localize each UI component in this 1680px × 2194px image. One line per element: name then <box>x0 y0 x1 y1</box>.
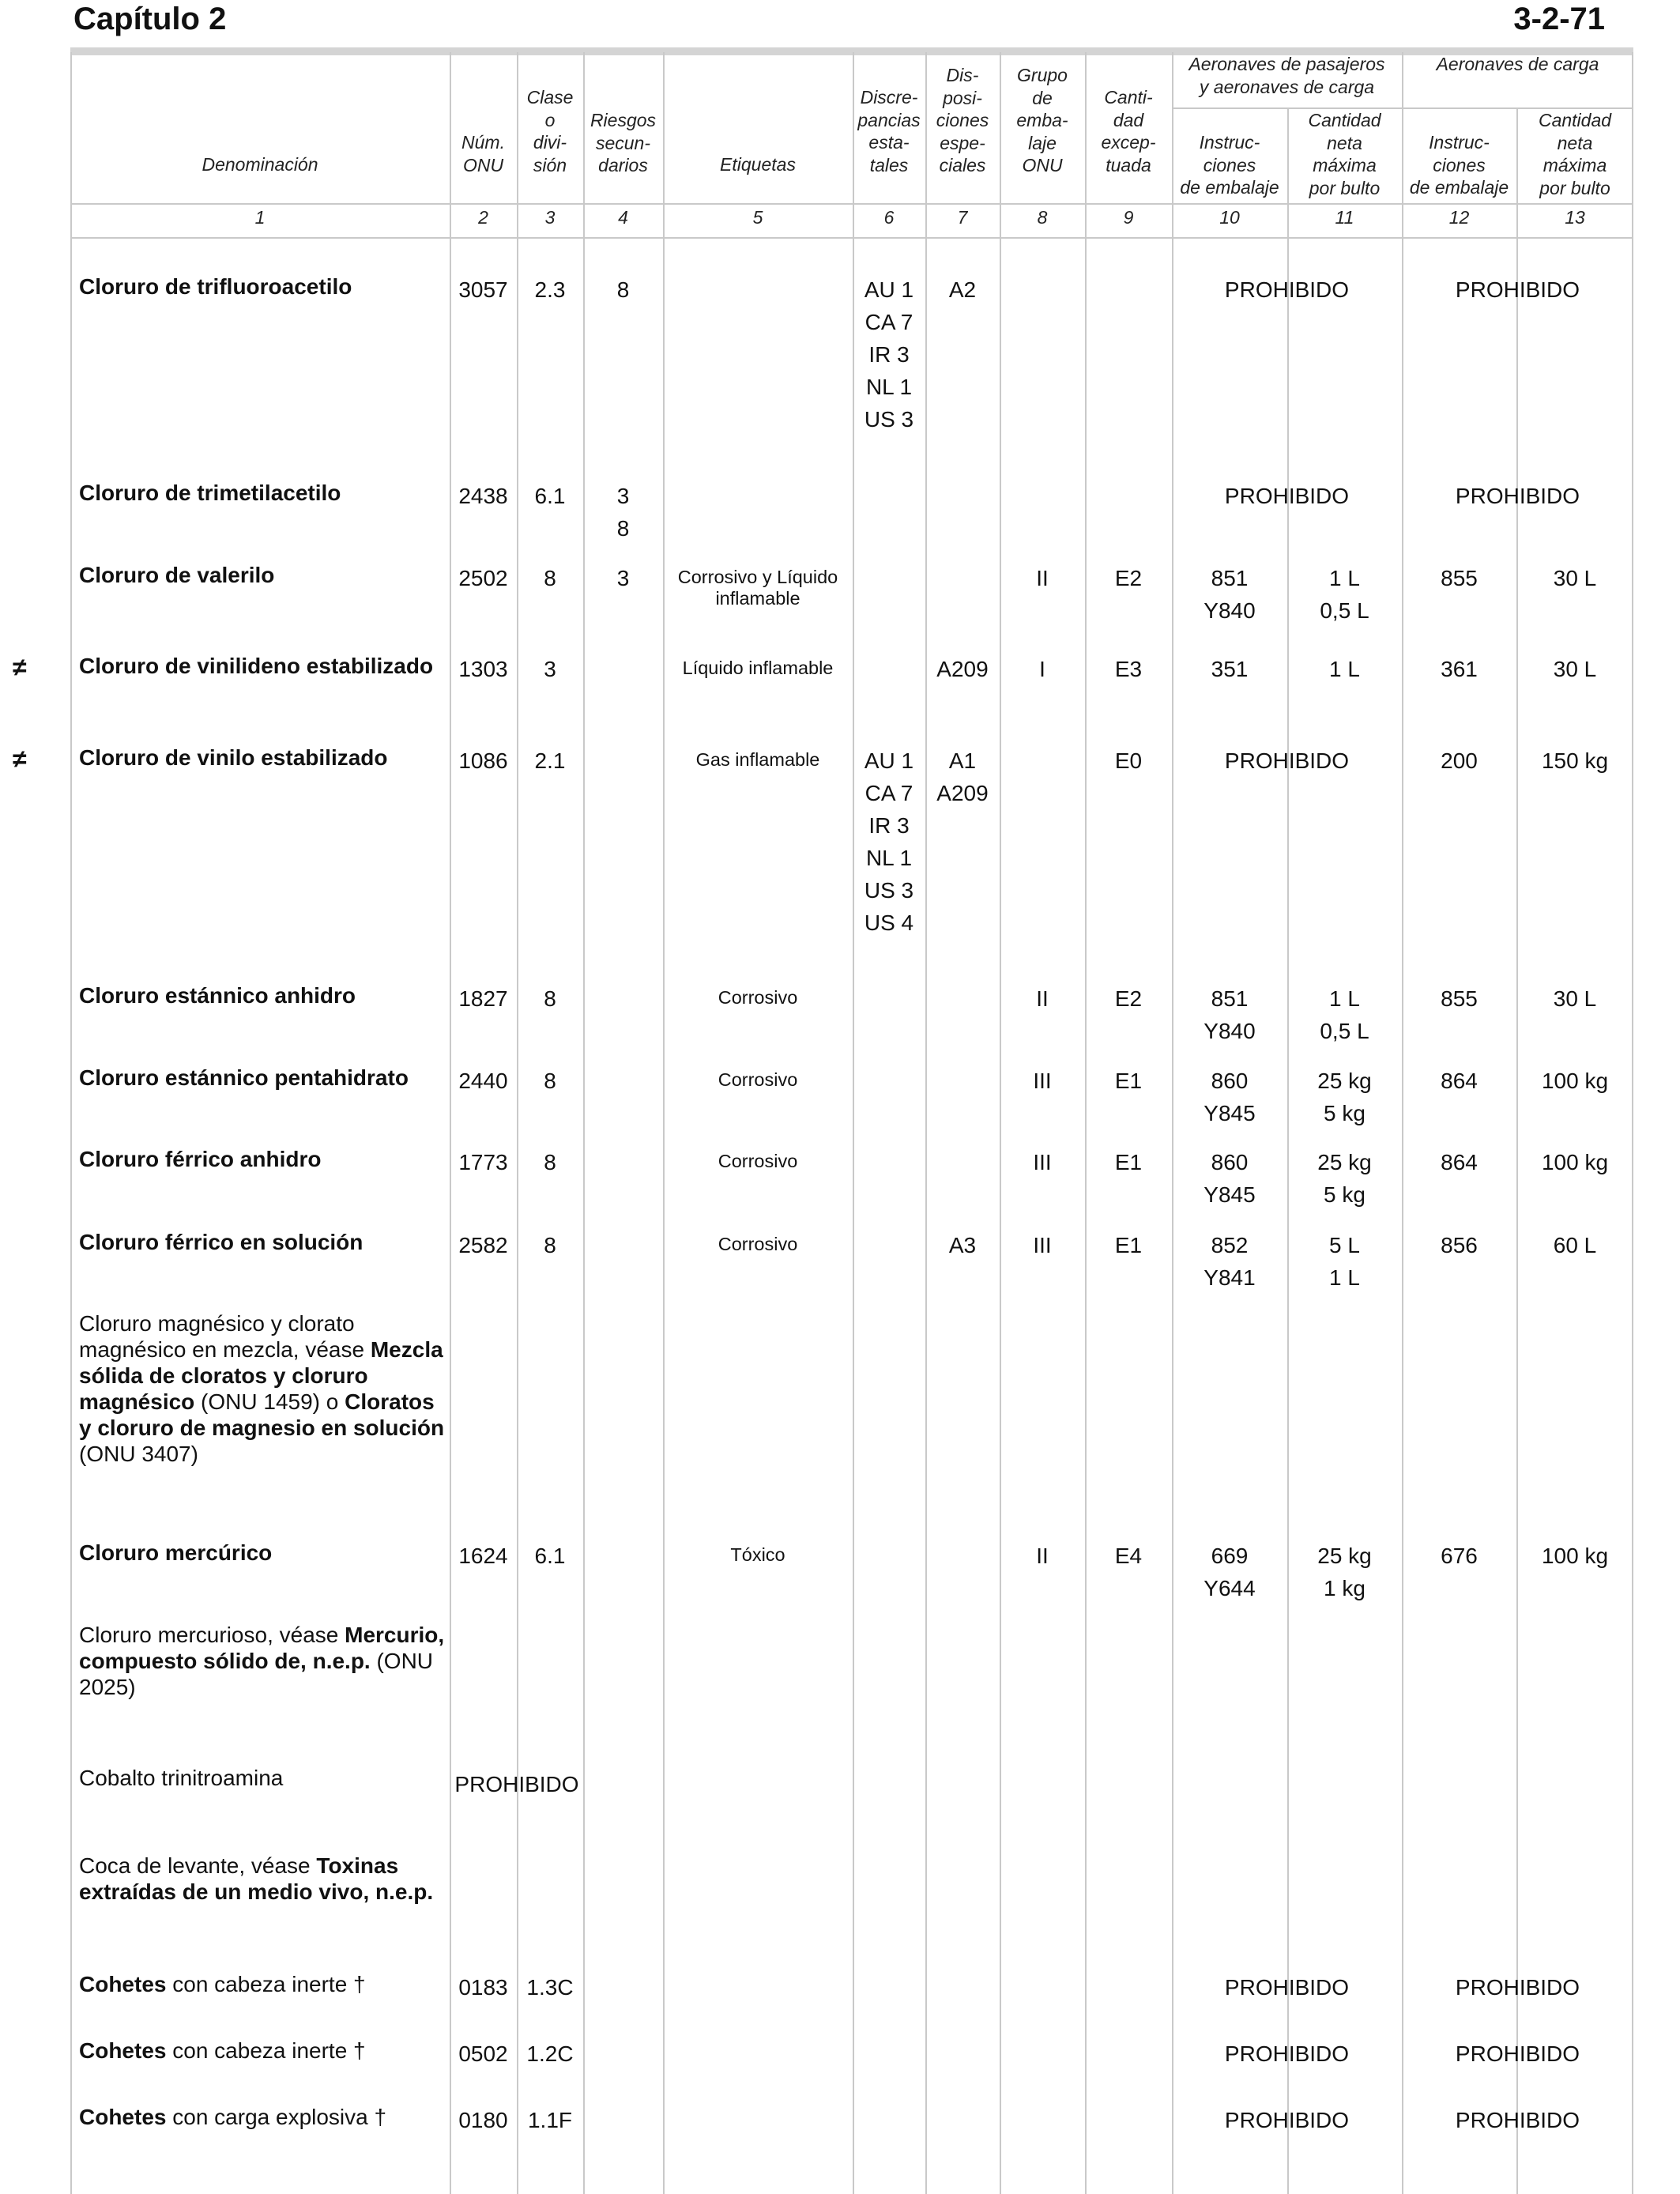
max-quantity: 25 kg 5 kg <box>1317 1150 1372 1207</box>
col-line <box>583 52 585 2194</box>
hazard-class: 8 <box>544 1233 556 1257</box>
excepted-quantity: E0 <box>1114 748 1143 773</box>
excepted-quantity: E2 <box>1114 566 1143 590</box>
col-line <box>663 52 665 2194</box>
un-number: 1827 <box>458 986 508 1011</box>
excepted-quantity: E1 <box>1114 1150 1143 1174</box>
column-number: 7 <box>957 207 968 228</box>
un-number: 1624 <box>458 1544 508 1568</box>
column-number: 9 <box>1123 207 1134 228</box>
packing-instruction: 860 Y845 <box>1203 1069 1256 1125</box>
cargo-prohibido: PROHIBIDO <box>1455 2108 1580 2132</box>
excepted-quantity: E4 <box>1114 1544 1143 1568</box>
cross-reference: Cloruro mercurioso, véase Mercurio, compuesto sólido de, n.e.p. (ONU 2025) <box>79 1623 445 1699</box>
header-instrucciones-pax: Instruc- ciones de embalaje <box>1180 132 1279 198</box>
col-line <box>517 52 518 2194</box>
substance-name: Cloruro de vinilideno estabilizado <box>79 654 434 678</box>
pax-prohibido: PROHIBIDO <box>1224 748 1350 773</box>
change-mark: ≠ <box>13 745 27 773</box>
cargo-packing-instruction: 864 <box>1441 1150 1478 1174</box>
labels: Gas inflamable <box>695 749 820 770</box>
header-clase: Clase o divi- sión <box>526 87 574 175</box>
labels: Corrosivo <box>718 987 798 1008</box>
cargo-max-quantity: 150 kg <box>1541 748 1609 773</box>
un-number: 2582 <box>458 1233 508 1257</box>
substance-name: Cohetes con carga explosiva † <box>79 2105 387 2129</box>
special-provisions: A1 A209 <box>936 748 989 805</box>
column-number: 1 <box>254 207 266 228</box>
pax-prohibido: PROHIBIDO <box>1224 2108 1350 2132</box>
cargo-prohibido: PROHIBIDO <box>1455 2041 1580 2066</box>
packing-group: I <box>1039 657 1045 681</box>
packing-group: III <box>1033 1150 1052 1174</box>
cargo-packing-instruction: 855 <box>1441 986 1478 1011</box>
labels: Tóxico <box>730 1544 785 1565</box>
col-line <box>1000 52 1001 2194</box>
substance-name: Cloruro férrico anhidro <box>79 1147 322 1171</box>
un-number: 2440 <box>458 1069 508 1093</box>
cargo-packing-instruction: 864 <box>1441 1069 1478 1093</box>
header-num-onu: Núm. ONU <box>461 132 505 175</box>
cargo-prohibido: PROHIBIDO <box>1455 277 1580 302</box>
change-mark: ≠ <box>13 653 27 681</box>
un-number: 1773 <box>458 1150 508 1174</box>
substance-name: Cohetes con cabeza inerte † <box>79 1972 366 1996</box>
substance-name: Cobalto trinitroamina <box>79 1766 284 1790</box>
header-cantidad-exceptuada: Canti- dad excep- tuada <box>1101 87 1156 175</box>
packing-instruction: 860 Y845 <box>1203 1150 1256 1207</box>
column-number: 12 <box>1448 207 1470 228</box>
cargo-prohibido: PROHIBIDO <box>1455 484 1580 508</box>
un-number: 1086 <box>458 748 508 773</box>
prohibido: PROHIBIDO <box>454 1772 579 1796</box>
column-number: 8 <box>1037 207 1048 228</box>
column-number: 6 <box>883 207 895 228</box>
packing-instruction: 669 Y644 <box>1203 1544 1256 1600</box>
hazard-class: 8 <box>544 1069 556 1093</box>
cargo-max-quantity: 100 kg <box>1541 1150 1609 1174</box>
pax-prohibido: PROHIBIDO <box>1224 2041 1350 2066</box>
substance-name: Cloruro de valerilo <box>79 563 275 587</box>
col-line <box>70 52 72 2194</box>
subsidiary-risk: 8 <box>616 277 630 302</box>
un-number: 2502 <box>458 566 508 590</box>
cargo-packing-instruction: 855 <box>1441 566 1478 590</box>
cargo-packing-instruction: 361 <box>1441 657 1478 681</box>
cargo-max-quantity: 100 kg <box>1541 1544 1609 1568</box>
header-etiquetas: Etiquetas <box>720 154 796 175</box>
cargo-max-quantity: 100 kg <box>1541 1069 1609 1093</box>
col-line <box>925 52 927 2194</box>
special-provisions: A2 <box>948 277 977 302</box>
substance-name: Cloruro mercúrico <box>79 1540 273 1565</box>
special-provisions: A3 <box>948 1233 977 1257</box>
hazard-class: 2.1 <box>534 748 566 773</box>
column-number: 13 <box>1565 207 1585 228</box>
state-variations: AU 1 CA 7 IR 3 NL 1 US 3 US 4 <box>864 748 914 935</box>
packing-instruction: 852 Y841 <box>1203 1233 1256 1290</box>
col-line <box>1402 52 1403 2194</box>
labels: Corrosivo <box>718 1069 798 1090</box>
max-quantity: 1 L 0,5 L <box>1320 986 1369 1043</box>
header-grupo-embalaje: Grupo de emba- laje ONU <box>1016 65 1068 175</box>
header-aeronaves-pasajeros: Aeronaves de pasajeros y aeronaves de carga <box>1188 54 1385 97</box>
un-number: 2438 <box>458 484 508 508</box>
header-line <box>70 203 1633 205</box>
substance-name: Cloruro estánnico pentahidrato <box>79 1065 409 1090</box>
hazard-class: 8 <box>544 566 556 590</box>
cargo-prohibido: PROHIBIDO <box>1455 1975 1580 2000</box>
pax-prohibido: PROHIBIDO <box>1224 1975 1350 2000</box>
header-aeronaves-carga: Aeronaves de carga <box>1436 54 1599 74</box>
un-number: 0180 <box>458 2108 508 2132</box>
substance-name: Cohetes con cabeza inerte † <box>79 2038 366 2063</box>
excepted-quantity: E3 <box>1114 657 1143 681</box>
packing-instruction: 851 Y840 <box>1203 986 1256 1043</box>
hazard-class: 6.1 <box>534 484 566 508</box>
column-number: 4 <box>618 207 628 228</box>
cargo-packing-instruction: 200 <box>1441 748 1478 773</box>
cross-reference: Cloruro magnésico y clorato magnésico en mezcla, véase Mezcla sólida de cloratos y cloruro magnésico (ONU 1459) o Cloratos y cloruro de magnesio en solución (ONU 3407) <box>79 1311 445 1466</box>
substance-name: Cloruro férrico en solución <box>79 1230 363 1254</box>
packing-group: III <box>1033 1069 1052 1093</box>
hazard-class: 1.1F <box>527 2108 573 2132</box>
hazard-class: 6.1 <box>534 1544 566 1568</box>
substance-name: Cloruro estánnico anhidro <box>79 983 356 1008</box>
column-number: 2 <box>478 207 488 228</box>
un-number: 1303 <box>458 657 508 681</box>
excepted-quantity: E1 <box>1114 1233 1143 1257</box>
packing-group: III <box>1033 1233 1052 1257</box>
packing-group: II <box>1036 1544 1049 1568</box>
column-number: 5 <box>752 207 763 228</box>
page-number: 3-2-71 <box>1513 2 1605 36</box>
hazard-class: 2.3 <box>534 277 566 302</box>
hazard-class: 1.2C <box>526 2041 574 2066</box>
max-quantity: 1 L 0,5 L <box>1320 566 1369 623</box>
header-riesgos: Riesgos secun- darios <box>590 110 657 175</box>
cargo-max-quantity: 30 L <box>1553 657 1597 681</box>
header-disposiciones: Dis- posi- ciones espe- ciales <box>936 65 989 175</box>
col-line <box>1632 52 1633 2194</box>
max-quantity: 25 kg 5 kg <box>1317 1069 1372 1125</box>
pax-prohibido: PROHIBIDO <box>1224 277 1350 302</box>
packing-group: II <box>1036 566 1049 590</box>
header-cantidad-pax: Cantidad neta máxima por bulto <box>1308 110 1381 198</box>
labels: Corrosivo y Líquido inflamable <box>677 567 838 609</box>
number-line <box>70 237 1633 239</box>
un-number: 0183 <box>458 1975 508 2000</box>
col-line <box>1085 52 1087 2194</box>
un-number: 0502 <box>458 2041 508 2066</box>
subsidiary-risk: 3 8 <box>616 484 630 541</box>
hazard-class: 8 <box>544 986 556 1011</box>
column-number: 3 <box>544 207 556 228</box>
packing-instruction: 851 Y840 <box>1203 566 1256 623</box>
labels: Líquido inflamable <box>682 658 834 678</box>
hazard-class: 1.3C <box>526 1975 574 2000</box>
labels: Corrosivo <box>718 1151 798 1171</box>
state-variations: AU 1 CA 7 IR 3 NL 1 US 3 <box>864 277 914 432</box>
labels: Corrosivo <box>718 1234 798 1254</box>
cargo-packing-instruction: 676 <box>1441 1544 1478 1568</box>
substance-name: Cloruro de trimetilacetilo <box>79 481 341 505</box>
cargo-packing-instruction: 856 <box>1441 1233 1478 1257</box>
header-cantidad-carga: Cantidad neta máxima por bulto <box>1538 110 1612 198</box>
max-quantity: 25 kg 1 kg <box>1317 1544 1372 1600</box>
un-number: 3057 <box>458 277 508 302</box>
column-number: 11 <box>1335 207 1354 228</box>
excepted-quantity: E1 <box>1114 1069 1143 1093</box>
cargo-max-quantity: 60 L <box>1553 1233 1597 1257</box>
substance-name: Cloruro de trifluoroacetilo <box>79 274 352 299</box>
hazard-class: 3 <box>544 657 556 681</box>
cargo-max-quantity: 30 L <box>1553 986 1597 1011</box>
packing-group: II <box>1036 986 1049 1011</box>
cargo-max-quantity: 30 L <box>1553 566 1597 590</box>
header-discrepancias: Discre- pancias esta- tales <box>857 87 921 175</box>
substance-name: Cloruro de vinilo estabilizado <box>79 745 388 770</box>
hazard-class: 8 <box>544 1150 556 1174</box>
packing-instruction: 351 <box>1211 657 1249 681</box>
special-provisions: A209 <box>936 657 989 681</box>
chapter-title: Capítulo 2 <box>73 2 227 36</box>
subsidiary-risk: 3 <box>616 566 630 590</box>
column-number: 10 <box>1219 207 1240 228</box>
cross-reference: Coca de levante, véase Toxinas extraídas de un medio vivo, n.e.p. <box>79 1853 434 1904</box>
max-quantity: 1 L <box>1329 657 1360 681</box>
pax-prohibido: PROHIBIDO <box>1224 484 1350 508</box>
excepted-quantity: E2 <box>1114 986 1143 1011</box>
header-instrucciones-carga: Instruc- ciones de embalaje <box>1409 132 1509 198</box>
header-denominacion: Denominación <box>202 154 318 175</box>
max-quantity: 5 L 1 L <box>1329 1233 1360 1290</box>
